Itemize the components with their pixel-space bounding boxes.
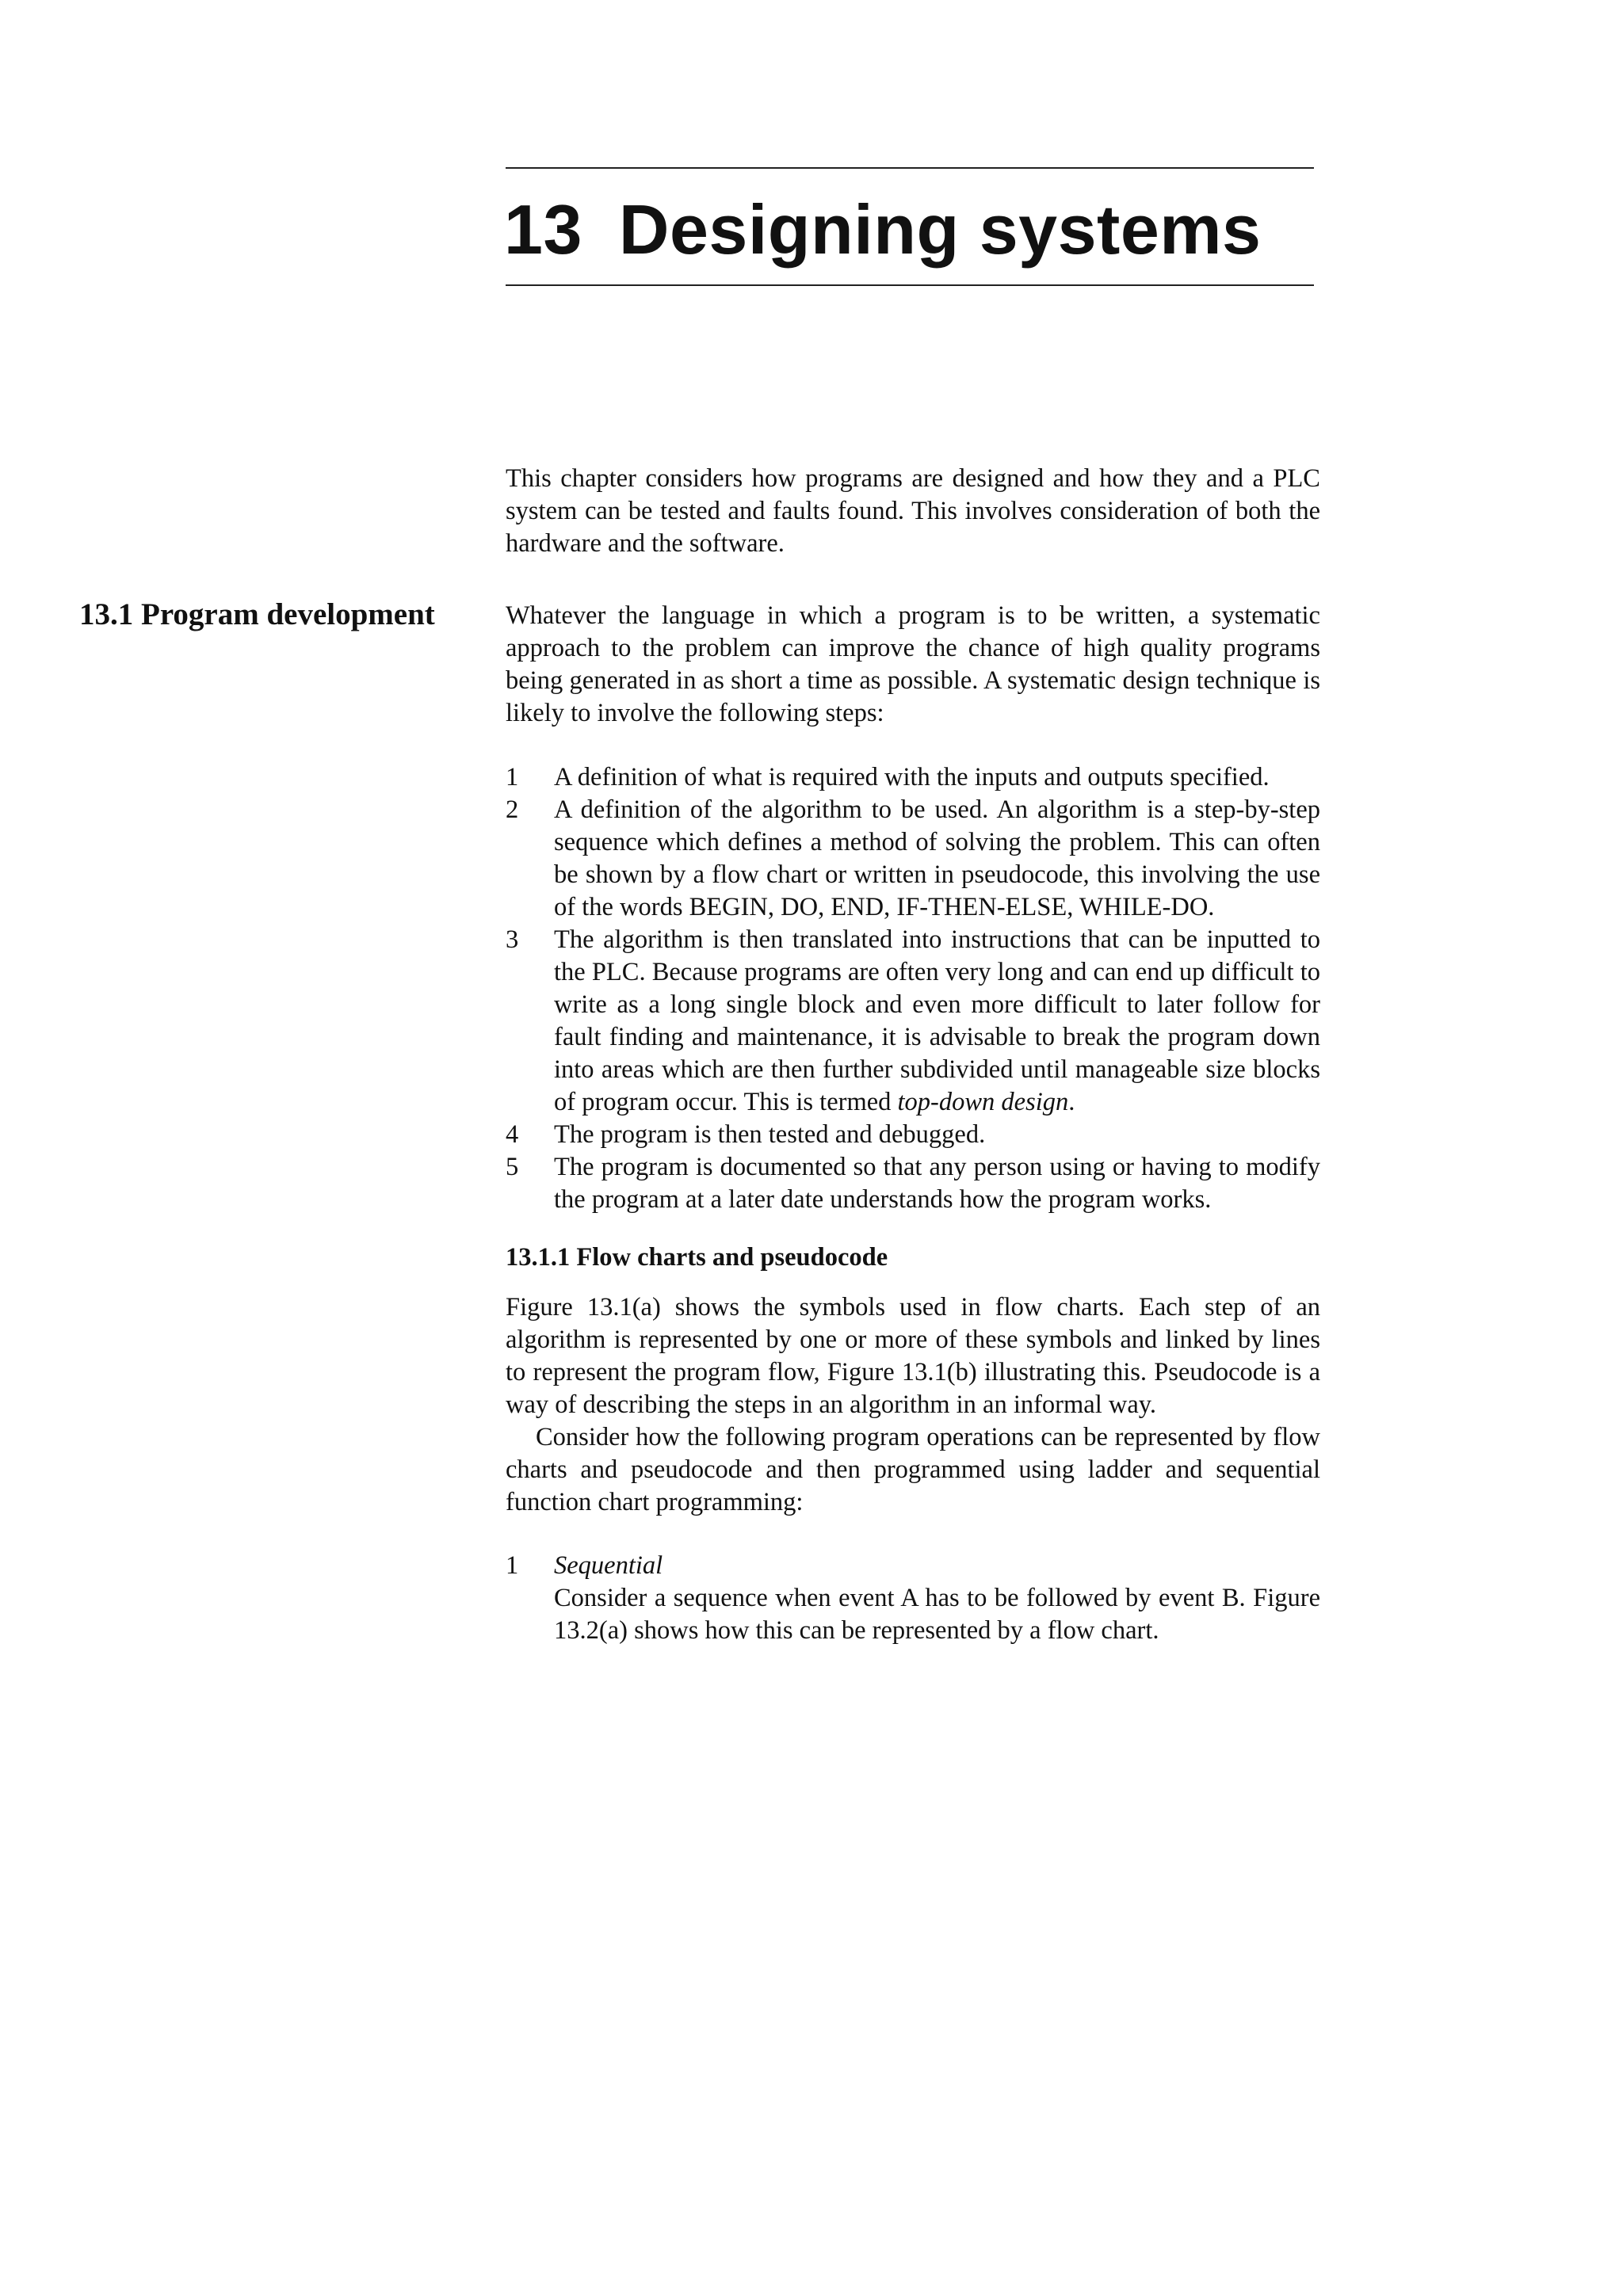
section-heading: 13.1 Program development xyxy=(79,597,435,631)
list-item-suffix: . xyxy=(1068,1088,1075,1116)
list-item-number: 2 xyxy=(506,795,519,824)
list-item-text: The algorithm is then translated into instructions that can be inputted to the PLC. Because programs are often very long and can end up difficult to write as a long single block and even more difficult to later follow for fault finding and maintenance, it is advisable to break the program down into areas which are then further subdivided until manageable size blocks of program occur. This is termed xyxy=(554,925,1320,1116)
chapter-title xyxy=(504,190,1261,269)
section-body xyxy=(506,600,1320,1647)
list-item xyxy=(506,1550,1320,1647)
list-item xyxy=(506,1151,1320,1216)
list-item-text: The program is then tested and debugged. xyxy=(554,1120,986,1149)
list-item xyxy=(506,1119,1320,1151)
operations-list xyxy=(506,1550,1320,1647)
subsection-heading: 13.1.1 Flow charts and pseudocode xyxy=(506,1243,888,1272)
list-item-number: 3 xyxy=(506,925,519,954)
list-item-emphasis: top-down design xyxy=(897,1088,1069,1116)
list-item-text: Consider a sequence when event A has to be followed by event B. Figure 13.2(a) shows how this can be represented by a flow chart. xyxy=(554,1584,1320,1645)
intro-paragraph: This chapter considers how programs are designed and how they and a PLC system can be tested and faults found. This involves consideration of both the hardware and the software. xyxy=(506,464,1320,558)
section-paragraph: Whatever the language in which a program is to be written, a systematic approach to the problem can improve the chance of high quality programs being generated in as short a time as possible. A systematic design technique is likely to involve the following steps: xyxy=(506,601,1320,727)
subsection-paragraph: Figure 13.1(a) shows the symbols used in flow charts. Each step of an algorithm is represented by one or more of these symbols and linked by lines to represent the program flow, Figure 13.1(b) illustrating this. Pseudocode is a way of describing the steps in an algorithm in an informal way. xyxy=(506,1293,1320,1419)
chapter-rule-top xyxy=(506,167,1314,169)
chapter-rule-bottom xyxy=(506,284,1314,286)
list-item-text: A definition of what is required with the inputs and outputs specified. xyxy=(554,763,1270,791)
list-item-text: A definition of the algorithm to be used. An algorithm is a step-by-step sequence which defines a method of solving the problem. This can often be shown by a flow chart or written in pseudocode, this involving the use of the words BEGIN, DO, END, IF-THEN-ELSE, WHILE-DO. xyxy=(554,795,1320,921)
list-item-number: 1 xyxy=(506,1551,519,1580)
chapter-title-text: Designing systems xyxy=(618,190,1262,269)
chapter-number: 13 xyxy=(504,190,582,269)
list-item xyxy=(506,761,1320,794)
list-item-number: 1 xyxy=(506,763,519,791)
list-item xyxy=(506,924,1320,1119)
list-item-number: 5 xyxy=(506,1153,519,1181)
design-steps-list xyxy=(506,761,1320,1216)
list-item-text: The program is documented so that any person using or having to modify the program at a later date understands how the program works. xyxy=(554,1153,1320,1214)
list-item xyxy=(506,794,1320,924)
list-item-number: 4 xyxy=(506,1120,519,1149)
chapter-intro xyxy=(506,463,1320,560)
subsection-paragraph: Consider how the following program operations can be represented by flow charts and pseudocode and then programmed using ladder and sequential function chart programming: xyxy=(506,1423,1320,1516)
list-item-title: Sequential xyxy=(554,1551,663,1580)
